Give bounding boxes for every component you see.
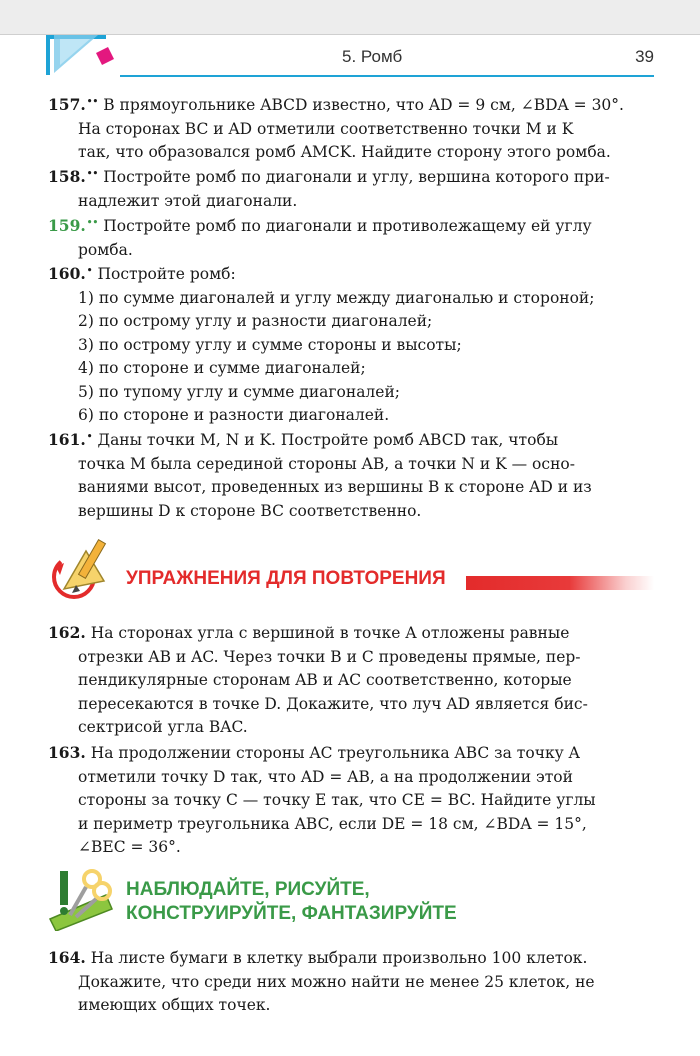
problem-164: 164. На листе бумаги в клетку выбрали произвольно 100 клеток. Докажите, что среди них можно найти не менее 25 клеток, не имеющих общих точек.: [48, 948, 595, 1014]
corner-decoration-icon: [46, 35, 122, 77]
problem-161: 161.• Даны точки M, N и K. Постройте ромб ABCD так, чтобы точка M была серединой стороны AB, а точки N и K — осно- ваниями высот, проведенных из вершины B к стороне AD и из вершины D к стороне BC соответственно.: [48, 430, 592, 520]
list-item: 4) по стороне и сумме диагоналей;: [78, 359, 366, 377]
compass-pencil-icon: [46, 537, 116, 607]
problem-number: 160.•: [48, 264, 93, 283]
problem-number: 161.•: [48, 430, 93, 449]
list-item: 3) по острому углу и сумме стороны и высоты;: [78, 335, 462, 354]
list-item: 2) по острому углу и разности диагоналей;: [78, 312, 433, 330]
section-stripe: [466, 576, 654, 590]
problem-159: 159.•• Постройте ромб по диагонали и противолежащему ей углу ромба.: [48, 216, 592, 259]
page-number: 39: [635, 47, 654, 66]
problem-number: 157.••: [48, 95, 99, 114]
problem-number: 164.: [48, 948, 86, 967]
problem-158: 158.•• Постройте ромб по диагонали и углу, вершина которого при- надлежит этой диагонали.: [48, 167, 610, 210]
problem-163: 163. На продолжении стороны AC треугольника ABC за точку A отметили точку D так, что AD = AB, а на продолжении этой стороны за точку C — точку E так, что CE = BC. Найдите углы и периметр треугольника ABC, если DE = 18 см, ∠BDA = 15°, ∠BEC = 36°.: [48, 743, 596, 856]
viewer-top-bar: [0, 0, 700, 35]
problem-number: 159.••: [48, 216, 99, 235]
section-heading-repeat: УПРАЖНЕНИЯ ДЛЯ ПОВТОРЕНИЯ: [126, 568, 446, 589]
problem-157: 157.•• В прямоугольнике ABCD известно, что AD = 9 см, ∠BDA = 30°. На сторонах BC и AD отметили соответственно точки M и K так, что образовался ромб AMCK. Найдите сторону этого ромба.: [48, 95, 624, 161]
problem-number: 158.••: [48, 167, 99, 186]
section-title: 5. Ромб: [342, 47, 403, 66]
list-item: 1) по сумме диагоналей и углу между диагональю и стороной;: [78, 288, 595, 307]
problem-number: 163.: [48, 743, 86, 762]
list-item: 5) по тупому углу и сумме диагоналей;: [78, 382, 401, 401]
problem-162: 162. На сторонах угла с вершиной в точке A отложены равные отрезки AB и AC. Через точки B и C проведены прямые, пер- пендикулярные сторонам AB и AC соответственно, которые пересекаются в точке D. Докажите, что луч AD является бис- сектрисой угла BAC.: [48, 623, 588, 736]
tools-icon: [46, 865, 118, 931]
running-header: [120, 45, 654, 77]
problem-number: 162.: [48, 623, 86, 642]
textbook-page: [0, 35, 700, 1056]
list-item: 6) по стороне и разности диагоналей.: [78, 406, 390, 424]
problem-160: 160.• Постройте ромб: 1) по сумме диагоналей и углу между диагональю и стороной; 2) по острому углу и разности диагоналей; 3) по острому углу и сумме стороны и высоты; 4) по стороне и сумме диагоналей; 5) по тупому углу и сумме диагоналей; 6) по стороне и разности диагоналей.: [48, 260, 654, 428]
section-heading-observe: НАБЛЮДАЙТЕ, РИСУЙТЕ, КОНСТРУИРУЙТЕ, ФАНТАЗИРУЙТЕ: [126, 879, 457, 924]
